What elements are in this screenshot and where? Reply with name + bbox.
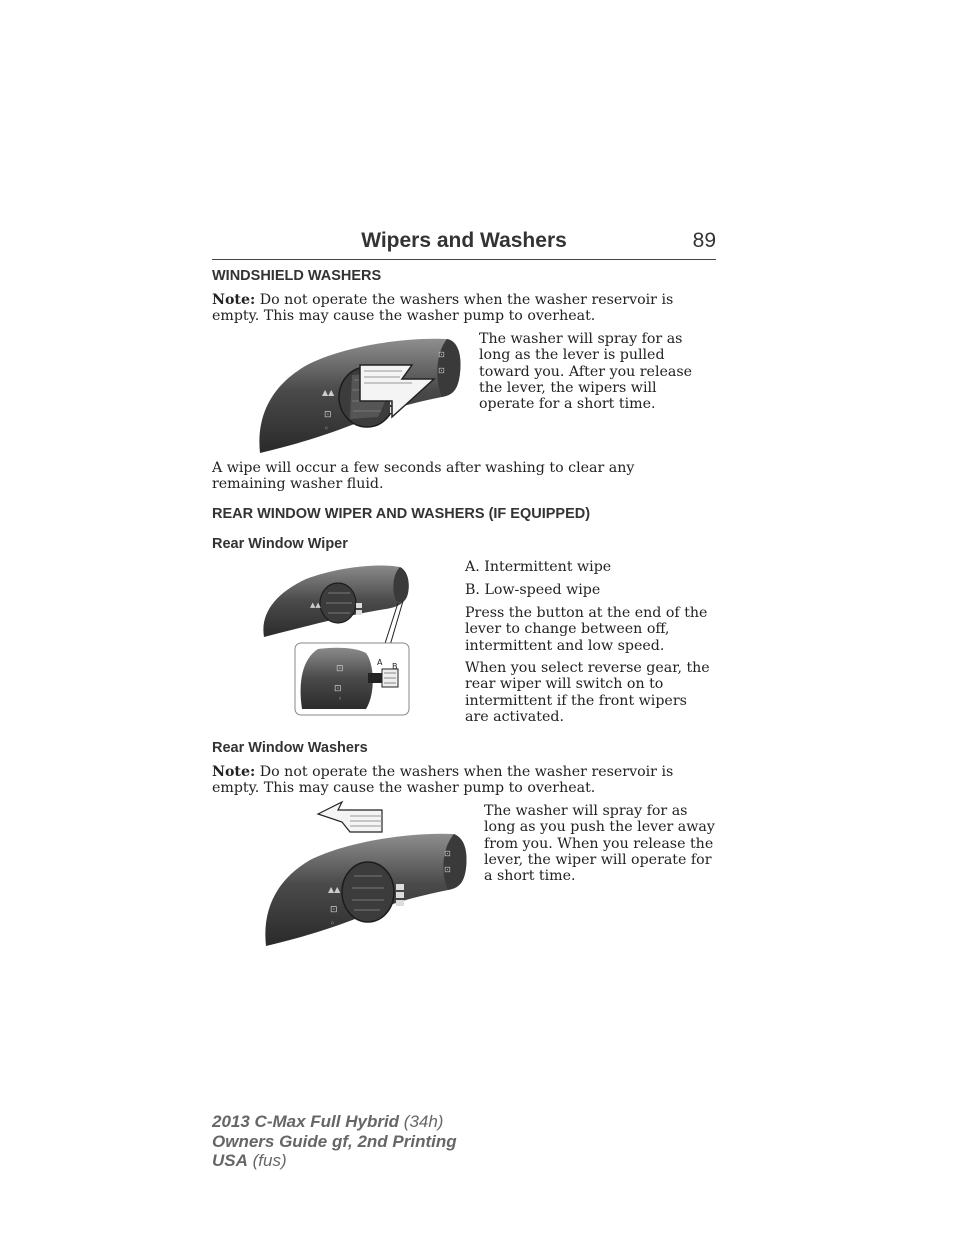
wiper-lever-push-illustration <box>258 800 468 950</box>
callout-b: B <box>392 662 398 671</box>
rear-washers-side-text: The washer will spray for as long as you push the lever away from you. When you release the lever, the wiper will operate for a short time. <box>484 803 715 885</box>
svg-text:⊡: ⊡ <box>336 664 344 674</box>
footer-guide: Owners Guide gf, 2nd Printing <box>212 1131 457 1151</box>
footer-region-code: (fus) <box>247 1151 287 1170</box>
footer-model: 2013 C-Max Full Hybrid <box>212 1112 400 1131</box>
note-label: Note: <box>212 764 256 780</box>
windshield-side-text: The washer will spray for as long as the lever is pulled toward you. After you release the lever, the wipers will operate for a short time. <box>479 331 693 413</box>
svg-text:⊡: ⊡ <box>324 410 332 420</box>
svg-text:▲▲: ▲▲ <box>322 388 335 397</box>
svg-text:◦: ◦ <box>338 695 343 703</box>
page-number: 89 <box>692 229 716 252</box>
rear-washers-note <box>212 764 712 797</box>
windshield-after-text: A wipe will occur a few seconds after washing to clear any remaining washer fluid. <box>212 460 635 493</box>
svg-text:▲▲: ▲▲ <box>328 885 341 894</box>
section-heading-windshield-washers: WINDSHIELD WASHERS <box>212 268 382 284</box>
footer-line-3 <box>212 1151 457 1171</box>
svg-text:⊡: ⊡ <box>444 865 451 874</box>
note-text: Do not operate the washers when the washer reservoir is empty. This may cause the washer pump to overheat. <box>212 292 674 325</box>
svg-text:▲▲: ▲▲ <box>310 601 321 609</box>
item-b-low-speed: B. Low-speed wipe <box>465 582 601 598</box>
document-footer <box>212 1112 457 1171</box>
footer-region: USA <box>212 1151 248 1170</box>
subheading-rear-window-washers: Rear Window Washers <box>212 740 368 756</box>
svg-text:⊡: ⊡ <box>330 905 338 915</box>
callout-a: A <box>377 658 383 667</box>
note-label: Note: <box>212 292 256 308</box>
page-title: Wipers and Washers <box>361 229 567 252</box>
note-text: Do not operate the washers when the washer reservoir is empty. This may cause the washer pump to overheat. <box>212 764 674 797</box>
windshield-note <box>212 292 712 325</box>
wiper-lever-pull-illustration <box>252 335 462 455</box>
rear-press-text: Press the button at the end of the lever to change between off, intermittent and low speed. <box>465 605 708 654</box>
svg-text:◦: ◦ <box>330 919 335 928</box>
footer-line-1 <box>212 1112 457 1132</box>
svg-text:◦: ◦ <box>324 424 329 433</box>
section-heading-rear-window: REAR WINDOW WIPER AND WASHERS (IF EQUIPPED) <box>212 506 591 522</box>
header-divider <box>212 259 716 260</box>
item-a-intermittent: A. Intermittent wipe <box>465 559 612 575</box>
rear-wiper-button-illustration <box>258 563 418 719</box>
svg-text:⊡: ⊡ <box>444 849 451 858</box>
footer-line-2 <box>212 1132 457 1152</box>
svg-text:⊡: ⊡ <box>438 350 445 359</box>
rear-reverse-text: When you select reverse gear, the rear wiper will switch on to intermittent if the front wipers are activated. <box>465 660 710 725</box>
subheading-rear-window-wiper: Rear Window Wiper <box>212 536 348 552</box>
svg-text:⊡: ⊡ <box>334 684 342 694</box>
footer-model-code: (34h) <box>399 1112 444 1131</box>
svg-text:⊡: ⊡ <box>438 366 445 375</box>
